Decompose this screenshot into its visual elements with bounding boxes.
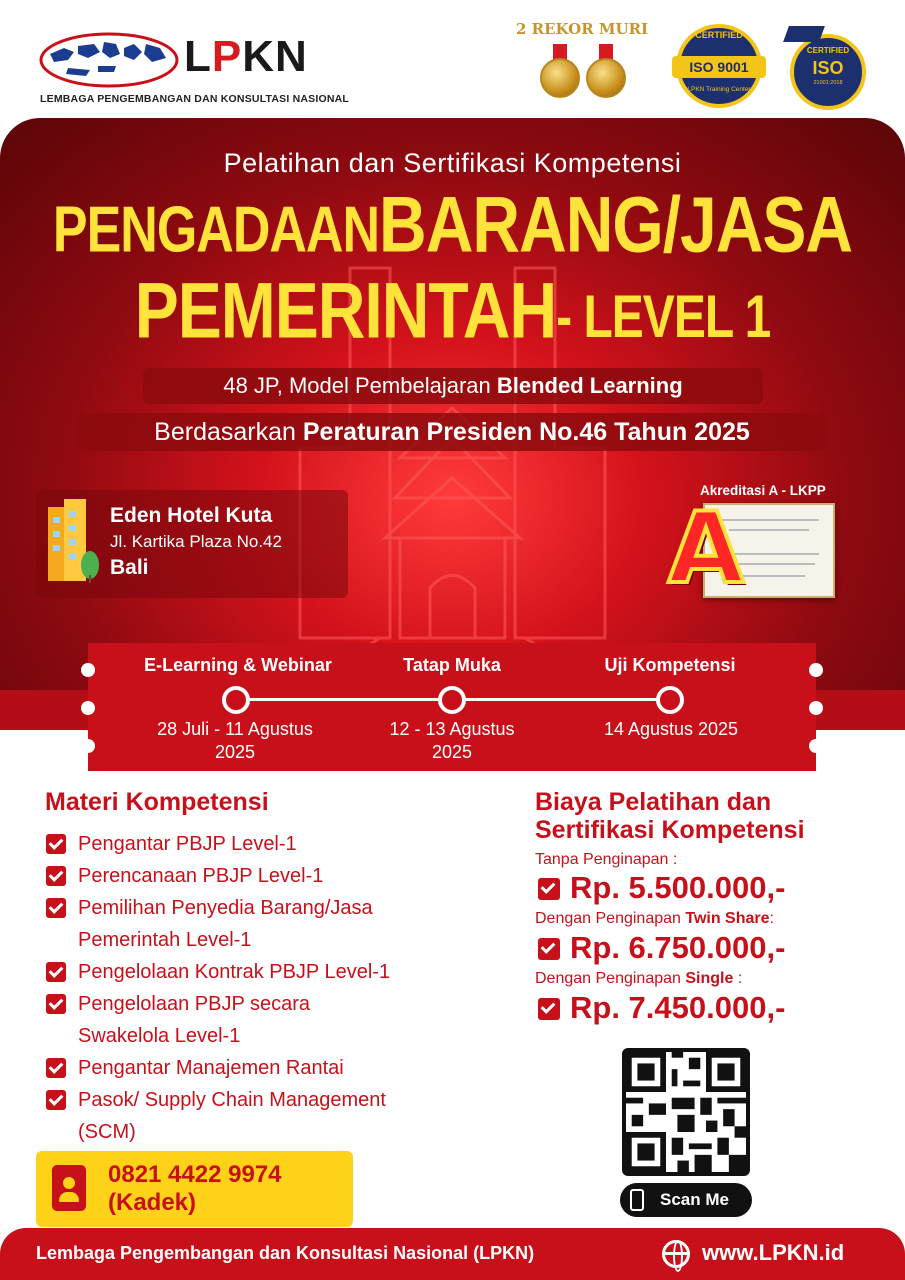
timeline-dot-1 [222, 686, 250, 714]
contact-phone[interactable]: 0821 4422 9974 [108, 1161, 282, 1188]
iso-21001-badge: CERTIFIED ISO 21001:2018 [786, 26, 870, 110]
accreditation-grade: A [668, 492, 744, 606]
indonesia-map-icon [38, 28, 180, 88]
checkbox-icon [46, 834, 66, 854]
timeline-date-3: 14 Agustus 2025 [603, 719, 739, 739]
checkbox-icon [46, 1090, 66, 1110]
footer-url-link[interactable]: www.LPKN.id [702, 1240, 845, 1265]
qr-pattern-icon [626, 1052, 746, 1172]
price-3: Rp. 7.450.000,- [538, 990, 785, 1026]
price-label-3: Dengan Penginapan Single : [535, 970, 743, 987]
price-label-2: Dengan Penginapan Twin Share: [535, 910, 774, 927]
checkbox-icon [46, 962, 66, 982]
hero-title-line2: PEMERINTAH- LEVEL 1 [134, 265, 771, 355]
footer-org: Lembaga Pengembangan dan Konsultasi Nasional (LPKN) [36, 1243, 535, 1263]
list-item: Pengantar PBJP Level-1 [46, 828, 466, 860]
logo-subtitle: LEMBAGA PENGEMBANGAN DAN KONSULTASI NASIONAL [40, 93, 350, 105]
list-item: Pengelolaan Kontrak PBJP Level-1 [46, 956, 466, 988]
biaya-title: Biaya Pelatihan dan Sertifikasi Kompetensi [535, 788, 805, 844]
timeline-dot-2 [438, 686, 466, 714]
timeline-date-1: 28 Juli - 11 Agustus 2025 [157, 719, 313, 762]
checkbox-icon [538, 878, 560, 900]
price-1: Rp. 5.500.000,- [538, 870, 785, 906]
timeline-dot-3 [656, 686, 684, 714]
materi-title: Materi Kompetensi [45, 788, 269, 816]
info-pill-jp: 48 JP, Model Pembelajaran Blended Learning [143, 368, 763, 404]
materi-list [46, 828, 466, 1148]
contact-card-icon [52, 1165, 86, 1211]
checkbox-icon [538, 998, 560, 1020]
hero-title-line1: PENGADAANBARANG/JASA [52, 179, 853, 269]
info-pill-perpres: Berdasarkan Peraturan Presiden No.46 Tahun 2025 [76, 413, 828, 451]
checkbox-icon [46, 1058, 66, 1078]
muri-badge [512, 20, 652, 110]
price-label-1: Tanpa Penginapan : [535, 851, 678, 868]
logo-text: LPKN [184, 32, 308, 81]
muri-label: 2 REKOR MURI [515, 20, 649, 38]
list-item: Pengantar Manajemen Rantai [46, 1052, 466, 1084]
list-item: Perencanaan PBJP Level-1 [46, 860, 466, 892]
checkbox-icon [46, 994, 66, 1014]
list-item: Pemilihan Penyedia Barang/Jasa Pemerintah Level-1 [46, 892, 466, 956]
phone-icon [630, 1189, 644, 1211]
timeline-title-1: E-Learning & Webinar [144, 655, 332, 675]
list-item: Pasok/ Supply Chain Management (SCM) [46, 1084, 466, 1148]
header [0, 0, 905, 125]
scan-me-button[interactable]: Scan Me [620, 1183, 752, 1217]
medal-icon [540, 58, 580, 98]
price-2: Rp. 6.750.000,- [538, 930, 785, 966]
contact-name: (Kadek) [108, 1189, 197, 1216]
hotel-building-icon [44, 497, 100, 583]
checkbox-icon [46, 866, 66, 886]
globe-icon [662, 1240, 690, 1268]
timeline-title-3: Uji Kompetensi [604, 655, 736, 675]
checkbox-icon [46, 898, 66, 918]
list-item: Pengelolaan PBJP secara Swakelola Level-1 [46, 988, 466, 1052]
medal-icon [586, 58, 626, 98]
timeline-title-2: Tatap Muka [403, 655, 501, 675]
hero-subtitle: Pelatihan dan Sertifikasi Kompetensi [223, 148, 682, 178]
checkbox-icon [538, 938, 560, 960]
accreditation-label: Akreditasi A - LKPP [700, 483, 826, 498]
graduation-cap-icon [783, 26, 825, 42]
hotel-name: Eden Hotel Kuta [110, 504, 273, 527]
iso-9001-label: ISO 9001 [672, 56, 766, 78]
qr-code[interactable] [622, 1048, 750, 1176]
timeline-date-2: 12 - 13 Agustus 2025 [389, 719, 515, 762]
iso-9001-badge: CERTIFIED ISO 9001 LPKN Training Center [670, 24, 768, 108]
hotel-city: Bali [110, 556, 149, 579]
hotel-address: Jl. Kartika Plaza No.42 [110, 532, 282, 551]
